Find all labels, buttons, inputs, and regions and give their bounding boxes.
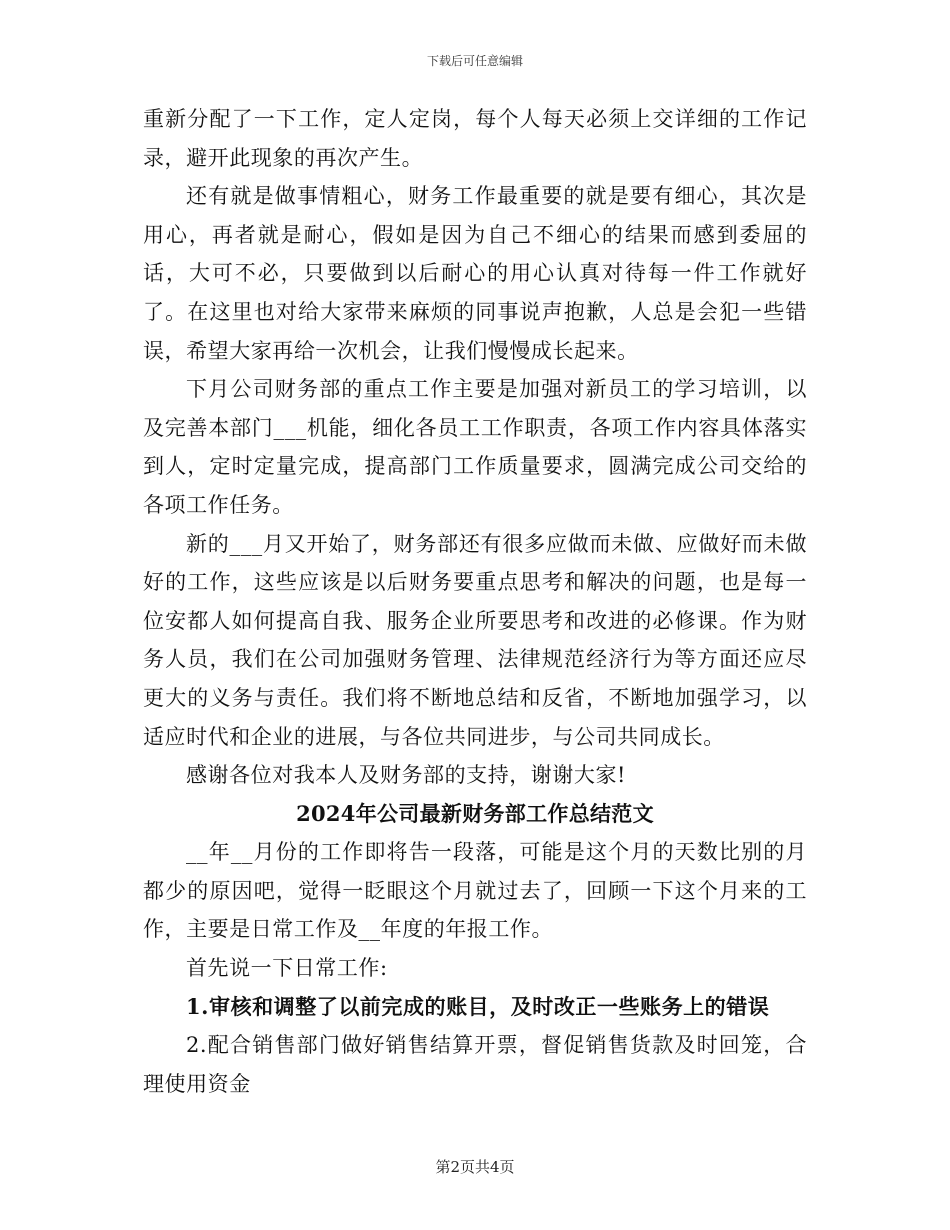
paragraph-thanks: 感谢各位对我本人及财务部的支持，谢谢大家! (186, 763, 626, 788)
paragraph: 还有就是做事情粗心，财务工作最重要的就是要有细心，其次是用心，再者就是耐心，假如是因为自己不细心的结果而感到委屈的话，大可不必，只要做到以后耐心的用心认真对待每一件工作就好了。在这里也对给大家带来麻烦的同事说声抱歉，人总是会犯一些错误，希望大家再给一次机会，让我们慢慢成长起来。 (143, 184, 807, 363)
paragraph-continued: 重新分配了一下工作，定人定岗，每个人每天必须上交详细的工作记录，避开此现象的再次产生。 (143, 107, 807, 170)
paragraph: 下月公司财务部的重点工作主要是加强对新员工的学习培训，以及完善本部门___机能，细化各员工工作职责，各项工作内容具体落实到人，定时定量完成，提高部门工作质量要求，圆满完成公司交给的各项工作任务。 (143, 377, 807, 517)
list-item-bold: 1.审核和调整了以前完成的账目，及时改正一些账务上的错误 (186, 993, 770, 1019)
document-body (143, 100, 807, 1103)
paragraph: 首先说一下日常工作: (186, 956, 388, 981)
page-header: 下载后可任意编辑 (426, 54, 523, 68)
paragraph: 新的___月又开始了，财务部还有很多应做而未做、应做好而未做好的工作，这些应该是以后财务要重点思考和解决的问题，也是每一位安都人如何提高自我、服务企业所要思考和改进的必修课。作为财务人员，我们在公司加强财务管理、法律规范经济行为等方面还应尽更大的义务与责任。我们将不断地总结和反省，不断地加强学习，以适应时代和企业的进展，与各位共同进步，与公司共同成长。 (143, 531, 807, 749)
paragraph: __年__月份的工作即将告一段落，可能是这个月的天数比别的月都少的原因吧，觉得一眨眼这个月就过去了，回顾一下这个月来的工作，主要是日常工作及__年度的年报工作。 (143, 840, 807, 942)
section-title: 2024年公司最新财务部工作总结范文 (296, 800, 654, 826)
list-item: 2.配合销售部门做好销售结算开票，督促销售货款及时回笼，合理使用资金 (143, 1033, 807, 1096)
page-number: 第2页共4页 (435, 1158, 515, 1176)
